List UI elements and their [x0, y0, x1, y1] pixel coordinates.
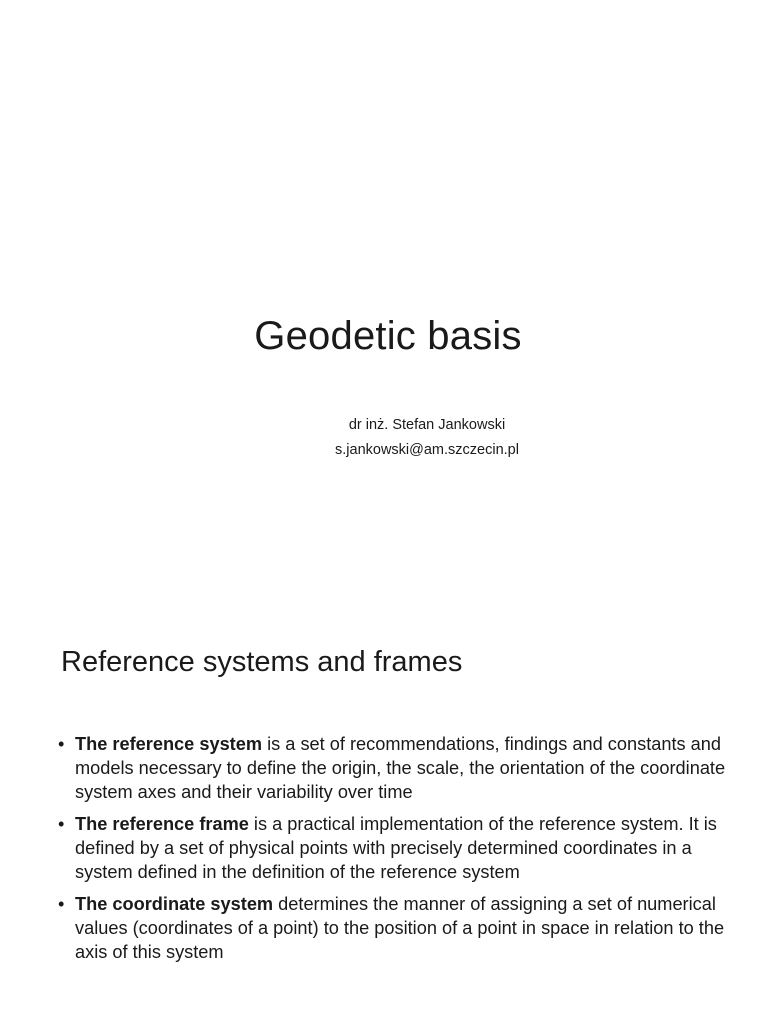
bullet-item-reference-frame — [58, 812, 748, 884]
content-slide — [0, 580, 768, 1024]
bullet-dot-icon: • — [58, 734, 65, 754]
slide-title: Reference systems and frames — [61, 646, 463, 678]
bullet-item-reference-system — [58, 732, 748, 804]
bullet-term: The reference system — [75, 734, 263, 754]
presentation-title: Geodetic basis — [254, 314, 522, 358]
author-name: dr inż. Stefan Jankowski — [348, 417, 506, 433]
bullet-text: is a set of recommendations, findings and constants and models necessary to define the origin, the scale, the orientation of the coordinate system axes and their variability over time — [75, 734, 726, 802]
bullet-dot-icon: • — [58, 814, 65, 834]
bullet-text: is a practical implementation of the reference system. It is defined by a set of physical points with precisely determined coordinates in a system defined in the definition of the reference system — [75, 814, 717, 882]
bullet-text: determines the manner of assigning a set of numerical values (coordinates of a point) to the position of a point in space in relation to the axis of this system — [75, 894, 725, 962]
bullet-term: The reference frame — [75, 814, 249, 834]
bullet-dot-icon: • — [58, 894, 65, 914]
bullet-term: The coordinate system — [75, 894, 274, 914]
author-block — [300, 413, 554, 463]
bullet-item-coordinate-system — [58, 892, 748, 964]
bullet-list — [58, 732, 748, 972]
author-email: s.jankowski@am.szczecin.pl — [335, 442, 519, 458]
